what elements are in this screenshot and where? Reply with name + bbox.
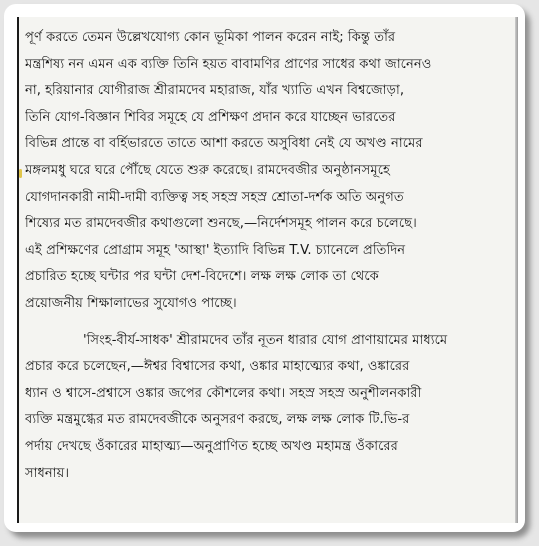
- highlighter-mark: [19, 169, 22, 178]
- article-text: [25, 25, 513, 487]
- paragraph-2-line: 'সিংহ-বীর্য-সাধক' শ্রীরামদেব তাঁর নূতন ধারার যোগ প্রাণায়ামের মাধ্যমে: [83, 332, 448, 348]
- paragraph-2-line: প্রচার করে চলেছেন,—ঈশ্বর বিশ্বাসের কথা, ওঙ্কার মাহাত্ম্যের কথা, ওঙ্কারের: [25, 359, 410, 375]
- paragraph-2-line: ধ্যান ও শ্বাসে-প্রশ্বাসে ওঙ্কার জপের কৌশলের কথা। সহস্র সহস্র অনুশীলনকারী: [25, 385, 422, 401]
- paragraph-1-line: যোগদানকারী নামী-দামী ব্যক্তিত্ব সহ সহস্র সহস্র শ্রোতা-দর্শক অতি অনুগত: [25, 189, 404, 205]
- paragraph-1-line: এই প্রশিক্ষণের প্রোগ্রাম সমূহ 'আস্থা' ইত্যাদি বিভিন্ন T.V. চ্যানেলে প্রতিদিন: [25, 242, 406, 258]
- paragraph-1-line: মন্ত্রশিষ্য নন এমন এক ব্যক্তি তিনি হয়ত বাবামণির প্রাণের সাধের কথা জানেনও: [25, 56, 432, 72]
- paragraph-2-line: ব্যক্তি মন্ত্রমুগ্ধের মত রামদেবজীকে অনুসরণ করছে, লক্ষ লক্ষ লোক টি.ভি-র: [25, 412, 410, 428]
- paragraph-1-line: প্রয়োজনীয় শিক্ষালাভের সুযোগও পাচ্ছে।: [25, 295, 237, 311]
- paragraph-1-line: পূর্ণ করতে তেমন উল্লেখযোগ্য কোন ভূমিকা পালন করেন নাই; কিন্তু তাঁর: [25, 30, 396, 45]
- paragraph-1-line: না, হরিয়ানার যোগীরাজ শ্রীরামদেব মহারাজ, যাঁর খ্যাতি এখন বিশ্বজোড়া,: [25, 83, 405, 99]
- paragraph-1-line: বিভিন্ন প্রান্তে বা বর্হিভারতে তাতে আশা করতে অসুবিধা নেই যে অখণ্ড নামের: [25, 136, 423, 152]
- paragraph-1-line: শিষ্যের মত রামদেবজীর কথাগুলো শুনছে,—নির্দেশসমূহ পালন করে চলেছে।: [25, 216, 417, 232]
- paragraph-gap: [25, 318, 513, 328]
- paragraph-1-line: প্রচারিত হচ্ছে ঘন্টার পর ঘন্টা দেশ-বিদেশে। লক্ষ লক্ষ লোক তা থেকে: [25, 269, 379, 285]
- paragraph-2-line: সাধনায়।: [25, 465, 70, 481]
- clipping-card: [4, 4, 525, 532]
- paragraph-1-line: মঙ্গলমধু ঘরে ঘরে পৌঁছে যেতে শুরু করেছে। রামদেবজীর অনুষ্ঠানসমূহে: [25, 162, 390, 178]
- paragraph-1-line: তিনি যোগ-বিজ্ঞান শিবির সমূহে যে প্রশিক্ষণ প্রদান করে যাচ্ছেন ভারতের: [25, 109, 396, 125]
- newspaper-clipping: [17, 17, 518, 523]
- paragraph-2-line: পর্দায় দেখছে ওঁকারের মাহাত্ম্য—অনুপ্রাণিত হচ্ছে অখণ্ড মহামন্ত্র ওঁকারের: [25, 438, 398, 454]
